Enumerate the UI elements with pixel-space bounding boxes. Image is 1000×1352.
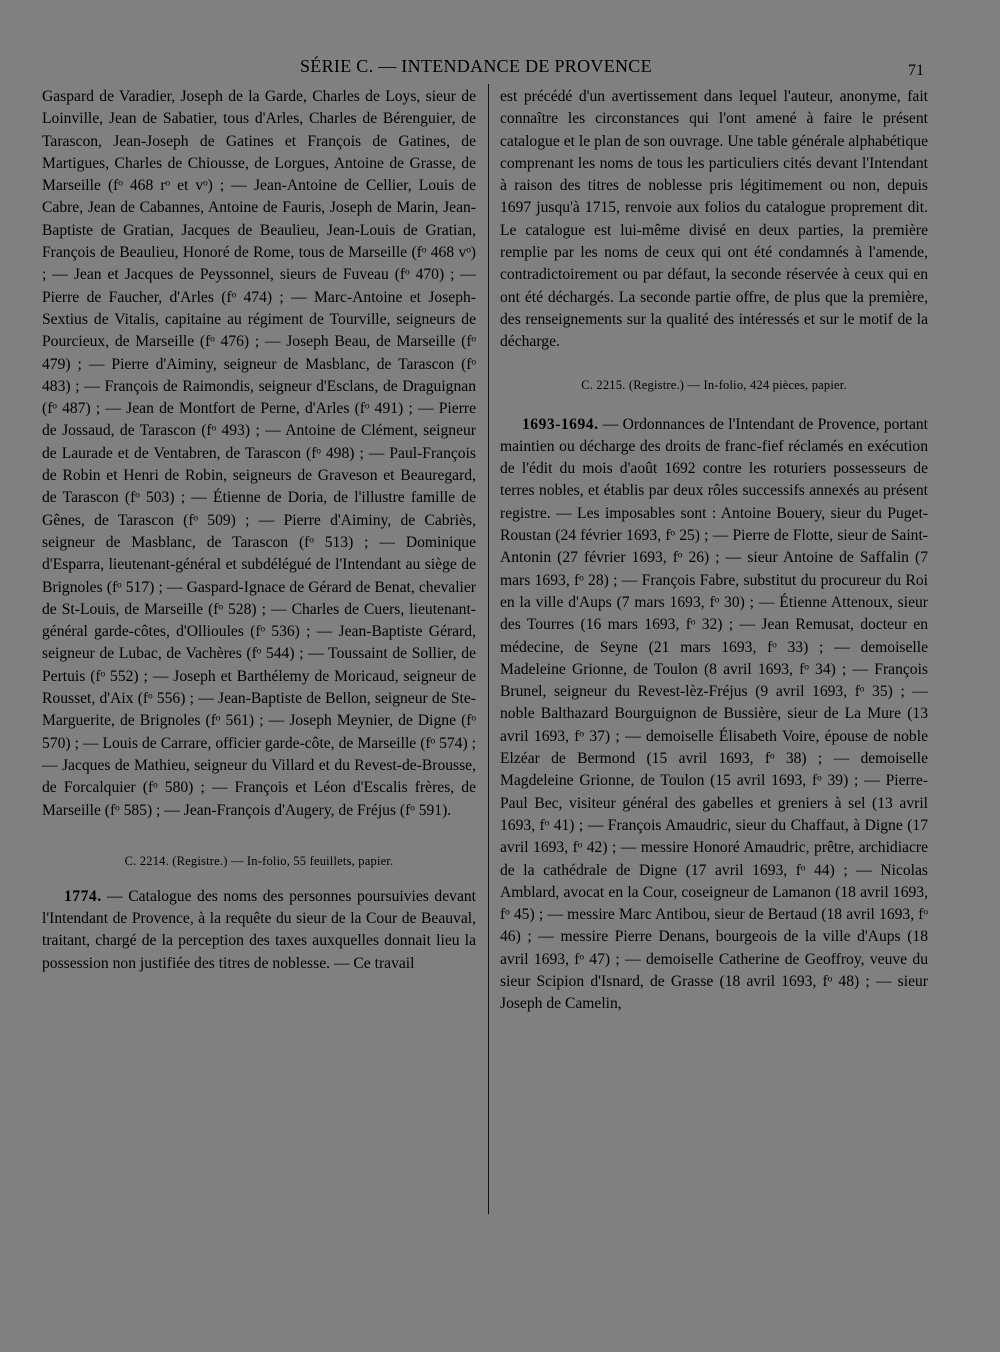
page-number: 71	[908, 62, 924, 79]
record-entry-2214	[42, 886, 476, 975]
record-caption-2214: C. 2214. (Registre.) — In-folio, 55 feuillets, papier.	[124, 853, 394, 868]
entry-text: — Ordonnances de l'Intendant de Provence, portant maintien ou décharge des droits de franc-fief réclamés en exécution de l'édit du mois d'août 1692 contre les roturiers possesseurs de terres nobles, et établis par deux rôles successifs annexés au présent registre. — Les imposables sont : Antoine Bouery, sieur du Puget-Roustan (24 février 1693, fᵒ 25) ; — Pierre de Flotte, sieur de Saint-Antonin (27 février 1693, fᵒ 26) ; — sieur Antoine de Saffalin (7 mars 1693, fᵒ 28) ; — François Fabre, substitut du procureur du Roi en la ville d'Aups (7 mars 1693, fᵒ 30) ; — Étienne Attenoux, sieur des Tourres (16 mars 1693, fᵒ 32) ; — Jean Remusat, docteur en médecine, de Seyne (21 mars 1693, fᵒ 33) ; — demoiselle Madeleine Grionne, de Toulon (8 avril 1693, fᵒ 34) ; — François Brunel, seigneur du Revest-lèz-Fréjus (9 avril 1693, fᵒ 35) ; — noble Balthazard Bourguignon de Bussière, sieur de La Mure (13 avril 1693, fᵒ 37) ; — demoiselle Élisabeth Voire, épouse de noble Elzéar de Bermond (15 avril 1693, fᵒ 38) ; — demoiselle Magdeleine Grionne, de Toulon (15 avril 1693, fᵒ 39) ; — Pierre-Paul Bec, visiteur général des gabelles et greniers à sel (13 avril 1693, fᵒ 41) ; — François Amaudric, sieur du Chaffaut, à Digne (17 avril 1693, fᵒ 42) ; — messire Honoré Amaudric, prêtre, archidiacre de la cathédrale de Digne (17 avril 1693, fᵒ 44) ; — Nicolas Amblard, avocat en la Cour, coseigneur de Lamanon (18 avril 1693, fᵒ 45) ; — messire Marc Antibou, sieur de Bertaud (18 avril 1693, fᵒ 46) ; — messire Pierre Denans, bourgeois de la ville d'Aups (18 avril 1693, fᵒ 47) ; — demoiselle Catherine de Geoffroy, veuve du sieur Scipion d'Isnard, de Grasse (18 avril 1693, fᵒ 48) ; — sieur Joseph de Camelin,	[500, 415, 928, 1013]
record-entry-2215	[500, 414, 928, 1016]
left-column	[42, 86, 476, 975]
entry-number: 1774.	[64, 887, 102, 905]
record-caption-2215: C. 2215. (Registre.) — In-folio, 424 pièces, papier.	[581, 377, 847, 392]
entry-number: 1693-1694.	[522, 415, 599, 433]
right-column	[500, 86, 928, 1016]
column-divider	[488, 84, 489, 1214]
left-paragraph: Gaspard de Varadier, Joseph de la Garde, Charles de Loys, sieur de Loinville, Jean de Sabatier, tous d'Arles, Charles de Bérenguier, de Tarascon, Jean-Joseph de Gatines et François de Gatines, de Martigues, Charles de Chiousse, de Lorgues, Antoine de Grasse, de Marseille (fᵒ 468 rᵒ et vᵒ) ; — Jean-Antoine de Cellier, Louis de Cabre, Jean de Cabannes, Antoine de Fauris, Joseph de Marin, Jean-Baptiste de Gratian, Jacques de Beaulieu, Jean-Louis de Gratian, François de Beaulieu, Honoré de Rome, tous de Marseille (fᵒ 468 vᵒ) ; — Jean et Jacques de Peyssonnel, sieurs de Fuveau (fᵒ 470) ; — Pierre de Faucher, d'Arles (fᵒ 474) ; — Marc-Antoine et Joseph-Sextius de Vitalis, capitaine au régiment de Tourville, seigneurs de Pourcieux, de Marseille (fᵒ 476) ; — Joseph Beau, de Marseille (fᵒ 479) ; — Pierre d'Aiminy, seigneur de Masblanc, de Tarascon (fᵒ 483) ; — François de Raimondis, seigneur d'Esclans, de Draguignan (fᵒ 487) ; — Jean de Montfort de Perne, d'Arles (fᵒ 491) ; — Pierre de Jossaud, de Tarascon (fᵒ 493) ; — Antoine de Clément, seigneur de Laurade et de Ventabren, de Tarascon (fᵒ 498) ; — Paul-François de Robin et Henri de Robin, seigneurs de Graveson et Beauregard, de Tarascon (fᵒ 503) ; — Étienne de Doria, de l'illustre famille de Gênes, de Tarascon (fᵒ 509) ; — Pierre d'Aiminy, de Cabriès, seigneur de Masblanc, de Tarascon (fᵒ 513) ; — Dominique d'Esparra, lieutenant-général et subdélégué de l'Intendant au siège de Brignoles (fᵒ 517) ; — Gaspard-Ignace de Gérard de Benat, chevalier de St-Louis, de Marseille (fᵒ 528) ; — Charles de Cuers, lieutenant-général garde-côtes, d'Ollioules (fᵒ 536) ; — Jean-Baptiste Gérard, seigneur de Lubac, de Vachères (fᵒ 544) ; — Toussaint de Sollier, de Pertuis (fᵒ 552) ; — Joseph et Barthélemy de Moricaud, seigneur de Rousset, d'Aix (fᵒ 556) ; — Jean-Baptiste de Bellon, seigneur de Ste-Marguerite, de Brignoles (fᵒ 561) ; — Joseph Meynier, de Digne (fᵒ 570) ; — Louis de Carrare, officier garde-côte, de Marseille (fᵒ 574) ; — Jacques de Mathieu, seigneur du Villard et du Revest-de-Brousse, de Forcalquier (fᵒ 580) ; — François et Léon d'Escalis frères, de Marseille (fᵒ 585) ; — Jean-François d'Augery, de Fréjus (fᵒ 591).	[42, 88, 476, 819]
page-header	[0, 56, 1000, 82]
running-title: SÉRIE C. — INTENDANCE DE PROVENCE	[300, 56, 652, 76]
entry-text: — Catalogue des noms des personnes poursuivies devant l'Intendant de Provence, à la requête du sieur de la Cour de Beauval, traitant, chargé de la perception des taxes auxquelles donnait lieu la possession non justifiée des titres de noblesse. — Ce travail	[42, 887, 476, 972]
right-paragraph: est précédé d'un avertissement dans lequel l'auteur, anonyme, fait connaître les circonstances qui l'ont amené à faire le présent catalogue et le plan de son ouvrage. Une table générale alphabétique comprenant les noms de tous les particuliers cités devant l'Intendant à raison des titres de noblesse pris légitimement ou non, depuis 1697 jusqu'à 1715, renvoie aux folios du catalogue proprement dit. Le catalogue est lui-même divisé en deux parties, la première remplie par les noms de ceux qui ont été condamnés à l'amende, contradictoirement ou par défaut, la seconde réservée à ceux qui en ont été déchargés. La seconde partie offre, de plus que la première, des renseignements sur la qualité des intéressés et sur le motif de la décharge.	[500, 88, 928, 351]
